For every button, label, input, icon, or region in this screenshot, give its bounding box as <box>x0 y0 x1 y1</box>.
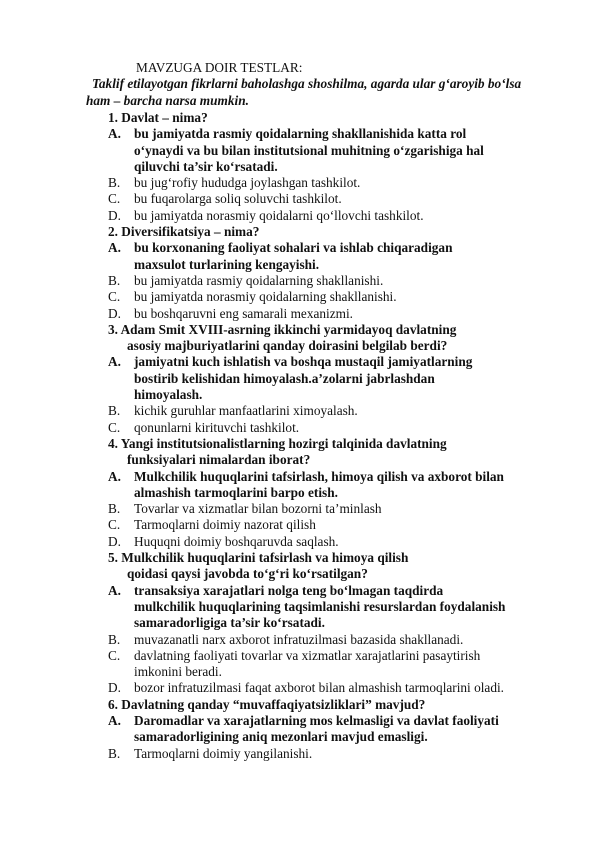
option-letter: D. <box>108 680 121 696</box>
option-text: transaksiya xarajatlari nolga teng bo‘lmagan taqdirda mulkchilik huquqlarining taqsimlanishi resurslardan foydalanish samaradorligiga ta’sir ko‘rsatadi. <box>134 582 506 631</box>
option-text: bu korxonaning faoliyat sohalari va ishlab chiqaradigan maxsulot turlarining kengayishi. <box>134 240 453 272</box>
question-title: 6. Davlatning qanday “muvaffaqiyatsizliklari” mavjud? <box>108 696 426 712</box>
option-letter: A. <box>108 126 121 142</box>
option-text: davlatning faoliyati tovarlar va xizmatlar xarajatlarini pasaytirish imkonini beradi. <box>134 647 481 680</box>
option-letter: A. <box>108 240 121 256</box>
answer-option <box>86 306 506 322</box>
option-text: muvazanatli narx axborot infratuzilmasi bazasida shakllanadi. <box>134 631 464 647</box>
option-text: qonunlarni kirituvchi tashkilot. <box>134 419 300 435</box>
option-text: bu boshqaruvni eng samarali mexanizmi. <box>134 305 353 321</box>
option-letter: B. <box>108 631 121 647</box>
option-letter: C. <box>108 289 121 305</box>
epigraph: Taklif etilayotgan fikrlarni baholashga shoshilma, agarda ular g‘aroyib bo‘lsa ham – barcha narsa mumkin. <box>86 76 522 108</box>
answer-option <box>86 534 506 550</box>
option-text: Tarmoqlarni doimiy yangilanishi. <box>134 745 313 761</box>
question-block <box>86 436 506 550</box>
question-title: 3. Adam Smit XVIII-asrning ikkinchi yarmidayoq davlatning <box>108 321 457 337</box>
option-text: bu jug‘rofiy hududga joylashgan tashkilot. <box>134 175 361 191</box>
option-letter: B. <box>108 272 121 288</box>
option-letter: A. <box>108 468 121 484</box>
option-letter: C. <box>108 419 121 435</box>
option-letter: D. <box>108 207 121 223</box>
answer-option <box>86 517 506 533</box>
question-block <box>86 550 506 697</box>
answer-option <box>86 420 506 436</box>
option-text: bu jamiyatda norasmiy qoidalarning shakllanishi. <box>134 289 397 305</box>
question-list <box>86 110 506 762</box>
option-letter: B. <box>108 403 121 419</box>
answer-option <box>86 208 506 224</box>
option-letter: D. <box>108 305 121 321</box>
question-block <box>86 110 506 224</box>
answer-option <box>86 680 506 696</box>
option-letter: C. <box>108 517 121 533</box>
option-letter: B. <box>108 501 121 517</box>
option-text: bu jamiyatda rasmiy qoidalarning shakllanishida katta rol o‘ynaydi va bu bilan institutsional muhitning o‘zgarishiga hal qiluvchi ta’sir ko‘rsatadi. <box>134 126 484 174</box>
answer-option <box>86 501 506 517</box>
option-letter: B. <box>108 745 121 761</box>
answer-option <box>86 191 506 207</box>
answer-option <box>86 273 506 289</box>
question-title: 4. Yangi institutsionalistlarning hozirgi talqinida davlatning <box>108 435 447 451</box>
answer-option-correct <box>86 354 506 403</box>
question-title: 2. Diversifikatsiya – nima? <box>108 224 260 240</box>
option-letter: C. <box>108 191 121 207</box>
answer-option <box>86 746 506 762</box>
question-block <box>86 224 506 322</box>
question-title: 1. Davlat – nima? <box>108 110 208 125</box>
option-text: bu jamiyatda rasmiy qoidalarning shakllanishi. <box>134 272 384 288</box>
option-text: bozor infratuzilmasi faqat axborot bilan almashish tarmoqlarini oladi. <box>134 680 504 696</box>
answer-option <box>86 289 506 305</box>
answer-option <box>86 403 506 419</box>
question-title-continuation: asosiy majburiyatlarini qanday doirasini belgilab berdi? <box>127 338 448 354</box>
option-letter: D. <box>108 533 121 549</box>
question-block <box>86 322 506 436</box>
option-text: Daromadlar va xarajatlarning mos kelmasligi va davlat faoliyati samaradorligining aniq mezonlari mavjud emasligi. <box>134 712 499 745</box>
option-letter: A. <box>108 712 121 728</box>
option-letter: B. <box>108 175 121 191</box>
question-block <box>86 697 506 762</box>
answer-option <box>86 632 506 648</box>
answer-option-correct <box>86 583 506 632</box>
answer-option-correct <box>86 469 506 502</box>
answer-option-correct <box>86 126 506 175</box>
option-letter: A. <box>108 354 121 370</box>
option-text: Mulkchilik huquqlarini tafsirlash, himoya qilish va axborot bilan almashish tarmoqlarini barpo etish. <box>134 468 504 500</box>
option-text: bu jamiyatda norasmiy qoidalarni qo‘llovchi tashkilot. <box>134 207 424 223</box>
option-text: kichik guruhlar manfaatlarini ximoyalash. <box>134 403 358 419</box>
option-text: Tarmoqlarni doimiy nazorat qilish <box>134 517 316 533</box>
option-text: Tovarlar va xizmatlar bilan bozorni ta’minlash <box>134 501 382 517</box>
answer-option-correct <box>86 240 506 273</box>
answer-option-correct <box>86 713 506 746</box>
question-title-continuation: funksiyalari nimalardan iborat? <box>127 452 311 468</box>
option-text: bu fuqarolarga soliq soluvchi tashkilot. <box>134 191 342 207</box>
option-text: Huquqni doimiy boshqaruvda saqlash. <box>134 533 339 549</box>
question-title-continuation: qoidasi qaysi javobda to‘g‘ri ko‘rsatilgan? <box>127 566 368 582</box>
option-letter: A. <box>108 582 121 598</box>
section-heading: MAVZUGA DOIR TESTLAR: <box>136 60 303 75</box>
answer-option <box>86 648 506 681</box>
option-text: jamiyatni kuch ishlatish va boshqa mustaqil jamiyatlarning bostirib kelishidan himoyalash.a’zolarni jabrlashdan himoyalash. <box>134 354 473 403</box>
question-title: 5. Mulkchilik huquqlarini tafsirlash va himoya qilish <box>108 550 409 566</box>
option-letter: C. <box>108 647 121 663</box>
answer-option <box>86 175 506 191</box>
